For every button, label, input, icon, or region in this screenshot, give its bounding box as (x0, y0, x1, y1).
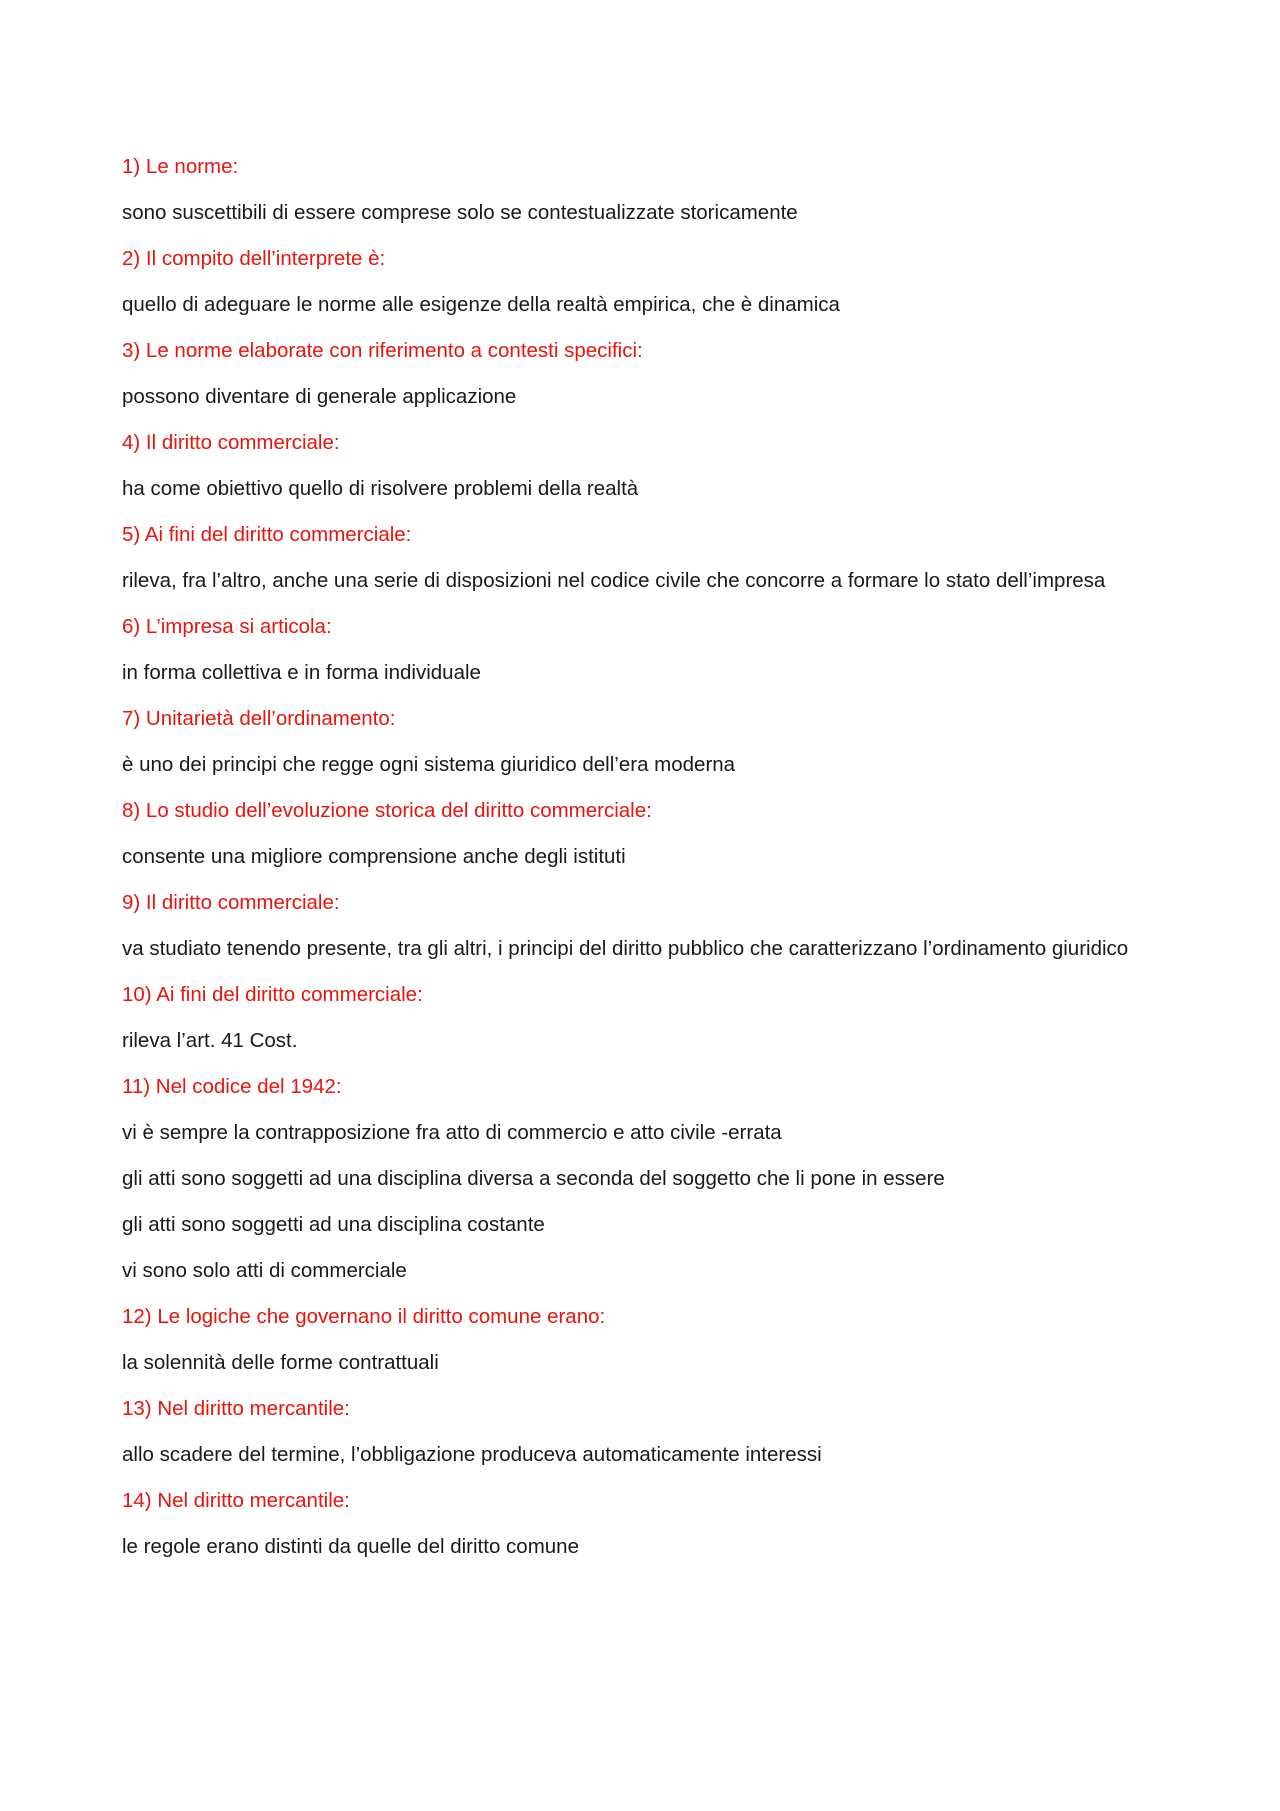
answer-13: allo scadere del termine, l’obbligazione produceva automaticamente interessi (122, 1443, 822, 1466)
question-4: 4) Il diritto commerciale: (122, 431, 340, 454)
answer-11-option-2: gli atti sono soggetti ad una disciplina diversa a seconda del soggetto che li pone in essere (122, 1167, 945, 1190)
answer-7: è uno dei principi che regge ogni sistema giuridico dell’era moderna (122, 753, 736, 776)
question-10: 10) Ai fini del diritto commerciale: (122, 983, 423, 1006)
answer-11-option-3: gli atti sono soggetti ad una disciplina costante (122, 1213, 545, 1236)
answer-11-option-4: vi sono solo atti di commerciale (122, 1259, 407, 1282)
question-7: 7) Unitarietà dell’ordinamento: (122, 707, 396, 730)
answer-3: possono diventare di generale applicazione (122, 385, 517, 408)
document-page (122, 152, 1162, 1578)
question-9: 9) Il diritto commerciale: (122, 891, 340, 914)
answer-1: sono suscettibili di essere comprese solo se contestualizzate storicamente (122, 201, 798, 224)
question-11: 11) Nel codice del 1942: (122, 1075, 342, 1098)
question-14: 14) Nel diritto mercantile: (122, 1489, 350, 1512)
question-2: 2) Il compito dell’interprete è: (122, 247, 386, 270)
answer-2: quello di adeguare le norme alle esigenze della realtà empirica, che è dinamica (122, 293, 840, 316)
answer-9: va studiato tenendo presente, tra gli altri, i principi del diritto pubblico che caratterizzano l’ordinamento giuridico (122, 937, 1129, 960)
question-3: 3) Le norme elaborate con riferimento a contesti specifici: (122, 339, 643, 362)
question-6: 6) L’impresa si articola: (122, 615, 332, 638)
answer-10: rileva l’art. 41 Cost. (122, 1029, 298, 1052)
question-1: 1) Le norme: (122, 155, 239, 178)
answer-5: rileva, fra l’altro, anche una serie di disposizioni nel codice civile che concorre a formare lo stato dell’impresa (122, 569, 1106, 592)
question-8: 8) Lo studio dell’evoluzione storica del diritto commerciale: (122, 799, 652, 822)
question-12: 12) Le logiche che governano il diritto comune erano: (122, 1305, 606, 1328)
answer-11-option-1: vi è sempre la contrapposizione fra atto di commercio e atto civile -errata (122, 1121, 782, 1144)
answer-14: le regole erano distinti da quelle del diritto comune (122, 1535, 579, 1558)
question-5: 5) Ai fini del diritto commerciale: (122, 523, 412, 546)
answer-6: in forma collettiva e in forma individuale (122, 661, 481, 684)
answer-4: ha come obiettivo quello di risolvere problemi della realtà (122, 477, 639, 500)
answer-12: la solennità delle forme contrattuali (122, 1351, 439, 1374)
question-13: 13) Nel diritto mercantile: (122, 1397, 350, 1420)
answer-8: consente una migliore comprensione anche degli istituti (122, 845, 626, 868)
